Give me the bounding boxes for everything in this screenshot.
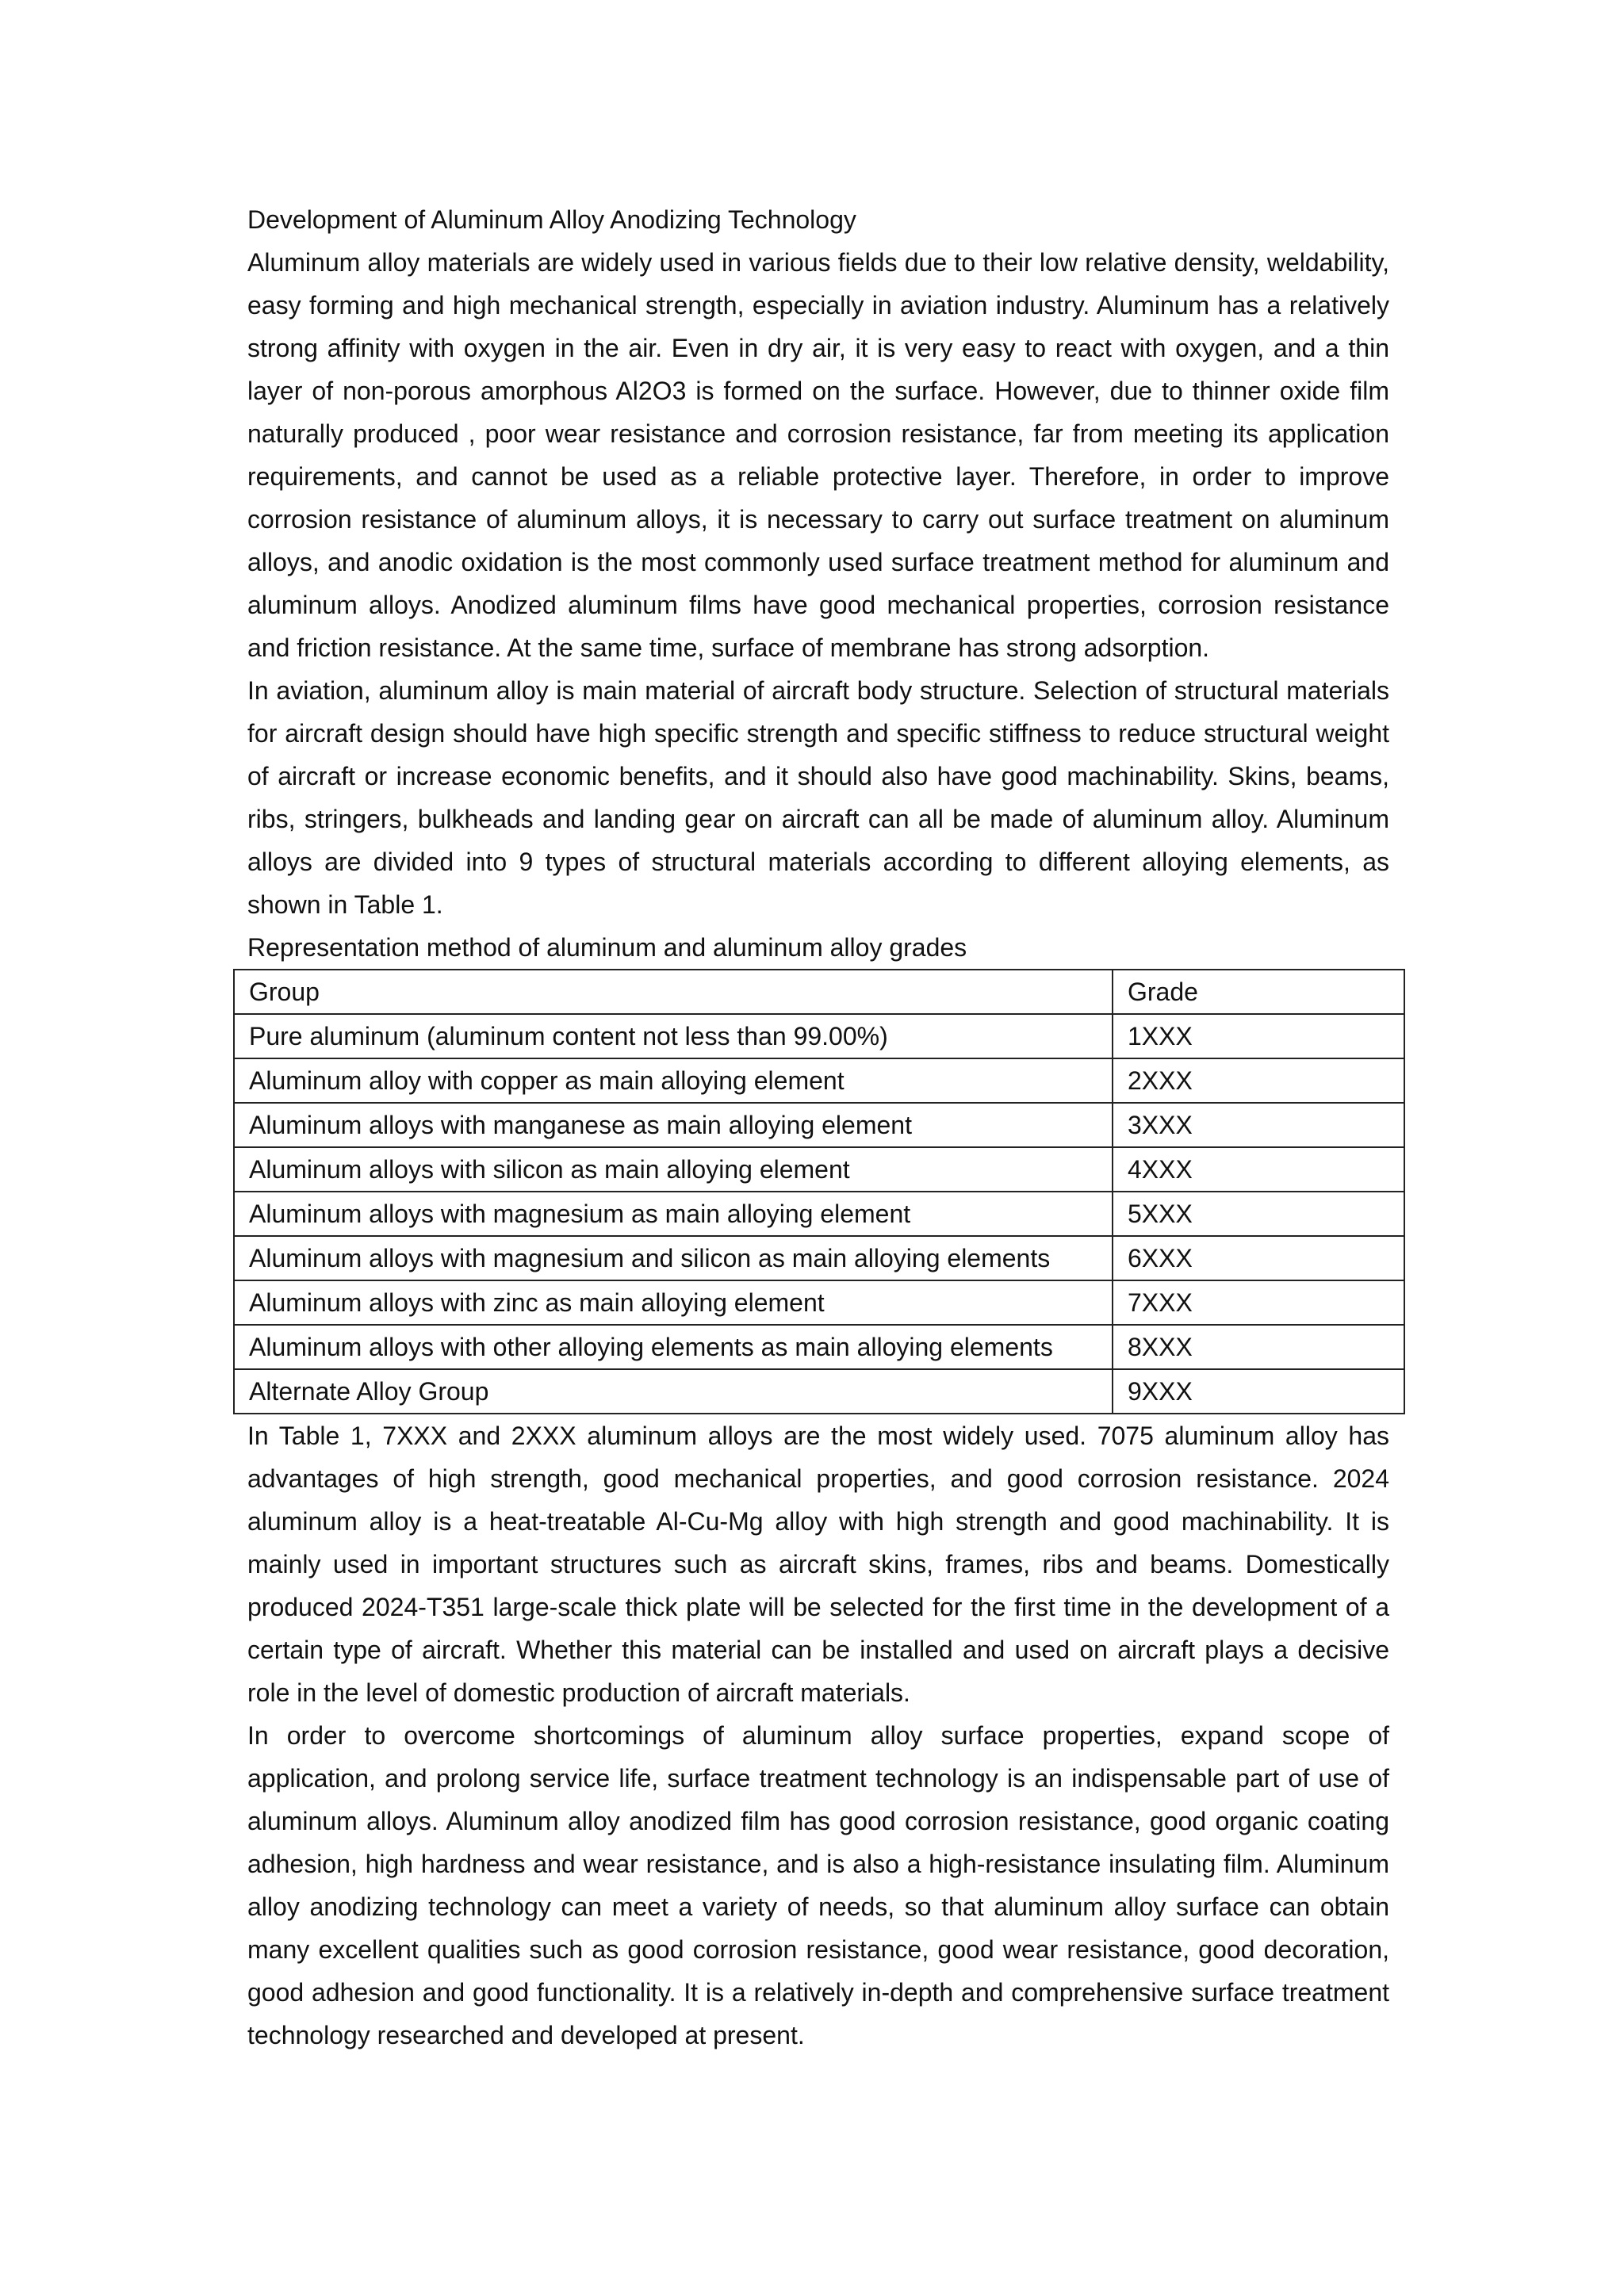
table-cell-group: Aluminum alloys with magnesium as main alloying element (234, 1192, 1113, 1236)
table-cell-group: Aluminum alloy with copper as main alloying element (234, 1058, 1113, 1103)
table-cell-grade: 2XXX (1113, 1058, 1404, 1103)
table-cell-group: Aluminum alloys with other alloying elements as main alloying elements (234, 1325, 1113, 1369)
table-row (234, 1280, 1404, 1325)
table-cell-group: Aluminum alloys with zinc as main alloying element (234, 1280, 1113, 1325)
table-header-row (234, 970, 1404, 1014)
table-row (234, 1369, 1404, 1414)
paragraph-intro: Aluminum alloy materials are widely used in various fields due to their low relative density, weldability, easy forming and high mechanical strength, especially in aviation industry. Aluminum has a relatively strong affinity with oxygen in the air. Even in dry air, it is very easy to react with oxygen, and a thin layer of non-porous amorphous Al2O3 is formed on the surface. However, due to thinner oxide film naturally produced , poor wear resistance and corrosion resistance, far from meeting its application requirements, and cannot be used as a reliable protective layer. Therefore, in order to improve corrosion resistance of aluminum alloys, it is necessary to carry out surface treatment on aluminum alloys, and anodic oxidation is the most commonly used surface treatment method for aluminum and aluminum alloys. Anodized aluminum films have good mechanical properties, corrosion resistance and friction resistance. At the same time, surface of membrane has strong adsorption. (247, 248, 1389, 662)
table-header-grade: Grade (1113, 970, 1404, 1014)
table-cell-grade: 7XXX (1113, 1280, 1404, 1325)
table-cell-grade: 5XXX (1113, 1192, 1404, 1236)
paragraph-surface-treatment: In order to overcome shortcomings of aluminum alloy surface properties, expand scope of application, and prolong service life, surface treatment technology is an indispensable part of use of aluminum alloys. Aluminum alloy anodized film has good corrosion resistance, good organic coating adhesion, high hardness and wear resistance, and is also a high-resistance insulating film. Aluminum alloy anodizing technology can meet a variety of needs, so that aluminum alloy surface can obtain many excellent qualities such as good corrosion resistance, good wear resistance, good decoration, good adhesion and good functionality. It is a relatively in-depth and comprehensive surface treatment technology researched and developed at present. (247, 1721, 1389, 2049)
table-cell-group: Alternate Alloy Group (234, 1369, 1113, 1414)
table-cell-grade: 9XXX (1113, 1369, 1404, 1414)
table-cell-grade: 1XXX (1113, 1014, 1404, 1058)
table-row (234, 1103, 1404, 1147)
document-title: Development of Aluminum Alloy Anodizing Technology (247, 205, 856, 234)
table-cell-grade: 3XXX (1113, 1103, 1404, 1147)
table-row (234, 1014, 1404, 1058)
table-cell-grade: 8XXX (1113, 1325, 1404, 1369)
table-caption: Representation method of aluminum and aluminum alloy grades (247, 933, 967, 962)
table-row (234, 1147, 1404, 1192)
table-row (234, 1192, 1404, 1236)
table-cell-group: Pure aluminum (aluminum content not less than 99.00%) (234, 1014, 1113, 1058)
table-cell-group: Aluminum alloys with silicon as main alloying element (234, 1147, 1113, 1192)
table-row (234, 1236, 1404, 1280)
table-cell-group: Aluminum alloys with magnesium and silicon as main alloying elements (234, 1236, 1113, 1280)
table-cell-grade: 6XXX (1113, 1236, 1404, 1280)
paragraph-table-discussion: In Table 1, 7XXX and 2XXX aluminum alloys are the most widely used. 7075 aluminum alloy has advantages of high strength, good mechanical properties, and good corrosion resistance. 2024 aluminum alloy is a heat-treatable Al-Cu-Mg alloy with high strength and good machinability. It is mainly used in important structures such as aircraft skins, frames, ribs and beams. Domestically produced 2024-T351 large-scale thick plate will be selected for the first time in the development of a certain type of aircraft. Whether this material can be installed and used on aircraft plays a decisive role in the level of domestic production of aircraft materials. (247, 1422, 1389, 1707)
table-cell-grade: 4XXX (1113, 1147, 1404, 1192)
table-header-group: Group (234, 970, 1113, 1014)
document-body (247, 198, 1389, 2057)
table-row (234, 1325, 1404, 1369)
paragraph-aviation: In aviation, aluminum alloy is main material of aircraft body structure. Selection of structural materials for aircraft design should have high specific strength and specific stiffness to reduce structural weight of aircraft or increase economic benefits, and it should also have good machinability. Skins, beams, ribs, stringers, bulkheads and landing gear on aircraft can all be made of aluminum alloy. Aluminum alloys are divided into 9 types of structural materials according to different alloying elements, as shown in Table 1. (247, 676, 1389, 919)
alloy-grades-table (233, 969, 1405, 1414)
table-row (234, 1058, 1404, 1103)
table-cell-group: Aluminum alloys with manganese as main alloying element (234, 1103, 1113, 1147)
